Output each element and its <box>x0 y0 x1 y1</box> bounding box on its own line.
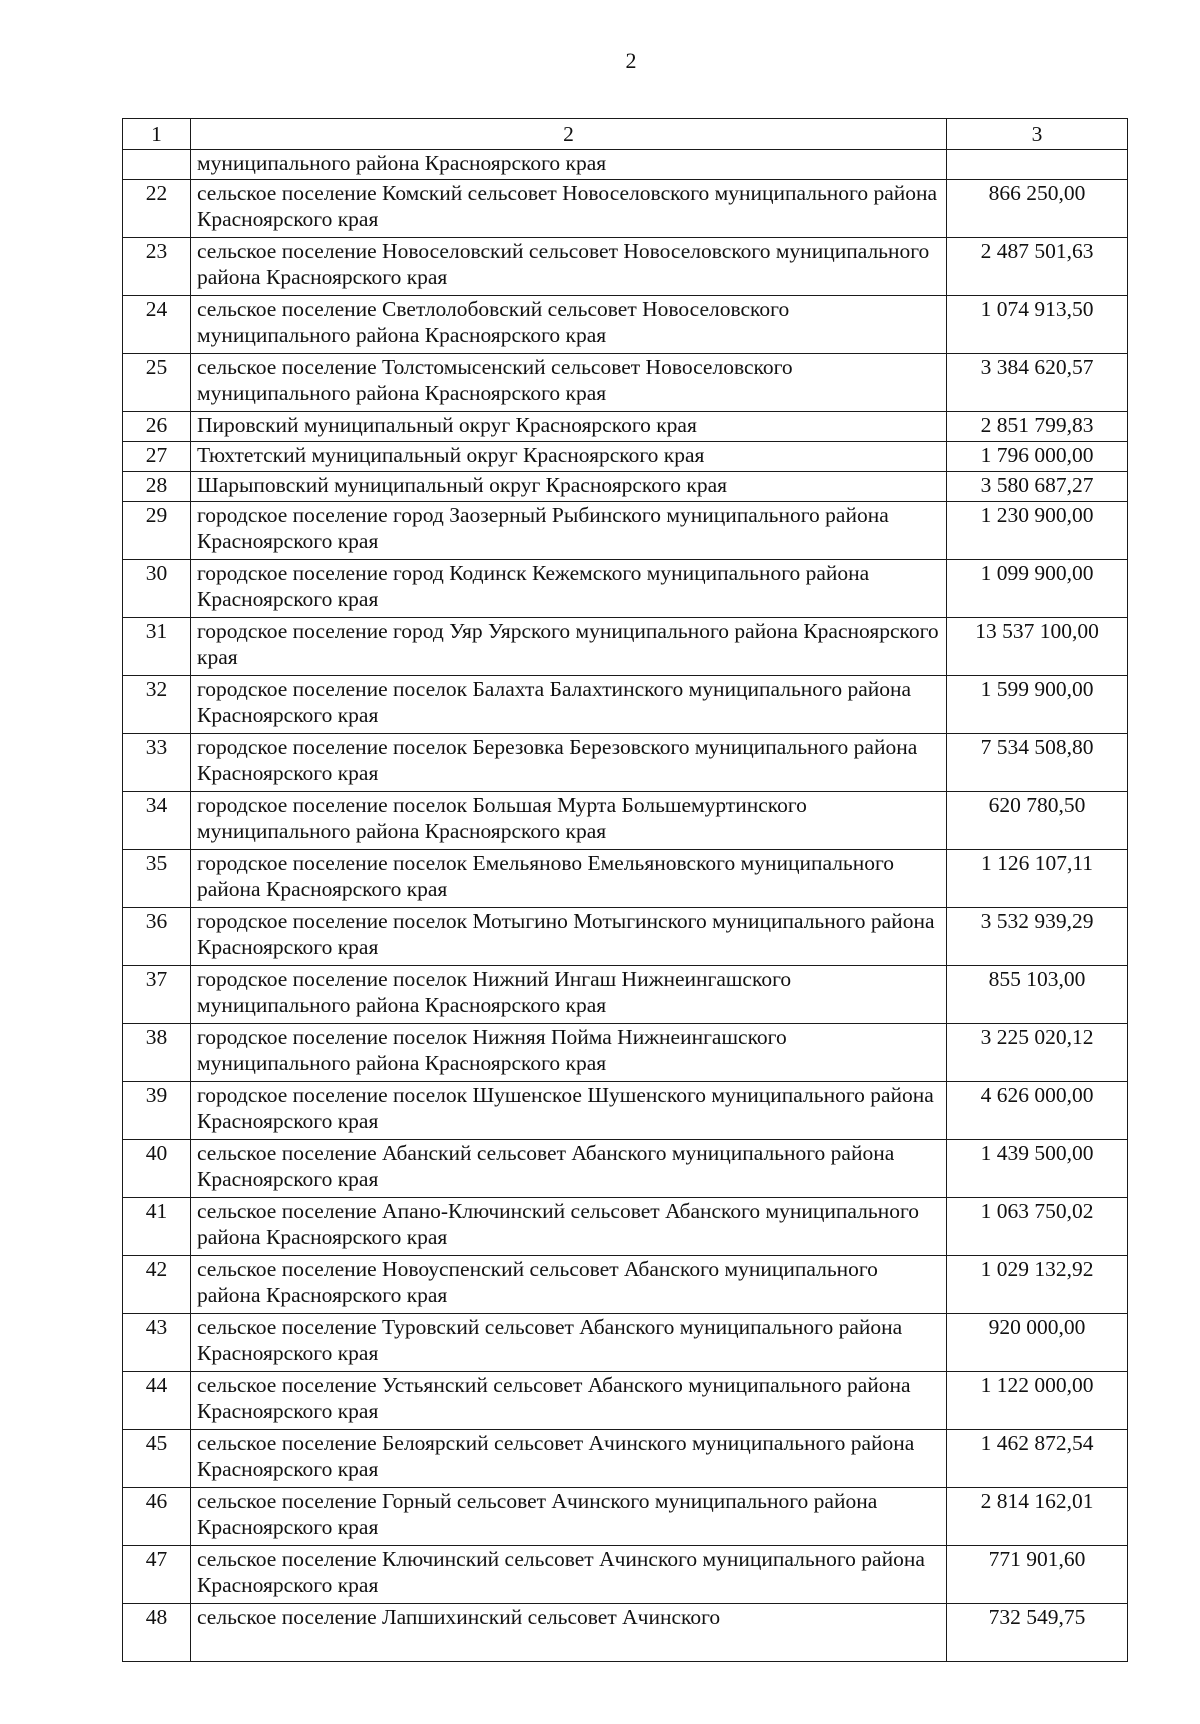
row-amount: 2 814 162,01 <box>947 1488 1128 1546</box>
table-row <box>123 1140 1128 1198</box>
table-row <box>123 1198 1128 1256</box>
row-amount: 1 796 000,00 <box>947 442 1128 472</box>
row-name: сельское поселение Новоселовский сельсовет Новоселовского муниципального района Красноярского края <box>191 238 947 296</box>
row-number: 36 <box>123 908 191 966</box>
table-row <box>123 1256 1128 1314</box>
row-number: 35 <box>123 850 191 908</box>
row-number: 41 <box>123 1198 191 1256</box>
row-name: Пировский муниципальный округ Красноярского края <box>191 412 947 442</box>
row-amount: 1 126 107,11 <box>947 850 1128 908</box>
row-amount: 920 000,00 <box>947 1314 1128 1372</box>
row-amount: 1 439 500,00 <box>947 1140 1128 1198</box>
row-amount: 732 549,75 <box>947 1604 1128 1662</box>
table-row <box>123 472 1128 502</box>
row-number: 46 <box>123 1488 191 1546</box>
row-amount: 3 384 620,57 <box>947 354 1128 412</box>
row-amount: 3 225 020,12 <box>947 1024 1128 1082</box>
row-amount: 1 063 750,02 <box>947 1198 1128 1256</box>
row-number: 32 <box>123 676 191 734</box>
row-number: 43 <box>123 1314 191 1372</box>
table-row <box>123 908 1128 966</box>
row-name: городское поселение поселок Шушенское Шушенского муниципального района Красноярского края <box>191 1082 947 1140</box>
page-number: 2 <box>625 48 637 73</box>
table-row <box>123 354 1128 412</box>
table-row <box>123 676 1128 734</box>
row-number: 48 <box>123 1604 191 1662</box>
table-row <box>123 1082 1128 1140</box>
row-name: городское поселение город Заозерный Рыбинского муниципального района Красноярского края <box>191 502 947 560</box>
row-amount: 1 599 900,00 <box>947 676 1128 734</box>
row-amount: 2 851 799,83 <box>947 412 1128 442</box>
row-name: сельское поселение Лапшихинский сельсовет Ачинского <box>191 1604 947 1662</box>
row-name: муниципального района Красноярского края <box>191 150 947 180</box>
table-row <box>123 1546 1128 1604</box>
header-col-2: 2 <box>191 119 947 150</box>
table-row <box>123 412 1128 442</box>
row-amount: 1 074 913,50 <box>947 296 1128 354</box>
row-name: городское поселение поселок Нижний Ингаш Нижнеингашского муниципального района Красноярского края <box>191 966 947 1024</box>
row-name: городское поселение поселок Большая Мурта Большемуртинского муниципального района Красноярского края <box>191 792 947 850</box>
row-number: 22 <box>123 180 191 238</box>
row-number: 42 <box>123 1256 191 1314</box>
table-row <box>123 734 1128 792</box>
table-row <box>123 1372 1128 1430</box>
row-amount <box>947 150 1128 180</box>
row-number: 25 <box>123 354 191 412</box>
table-row <box>123 238 1128 296</box>
row-amount: 2 487 501,63 <box>947 238 1128 296</box>
table-row <box>123 618 1128 676</box>
row-name: сельское поселение Абанский сельсовет Абанского муниципального района Красноярского края <box>191 1140 947 1198</box>
row-number: 34 <box>123 792 191 850</box>
row-number: 38 <box>123 1024 191 1082</box>
row-name: сельское поселение Горный сельсовет Ачинского муниципального района Красноярского края <box>191 1488 947 1546</box>
row-name: сельское поселение Белоярский сельсовет Ачинского муниципального района Красноярского края <box>191 1430 947 1488</box>
table-row-continuation <box>123 150 1128 180</box>
row-amount: 7 534 508,80 <box>947 734 1128 792</box>
row-name: городское поселение поселок Нижняя Пойма Нижнеингашского муниципального района Красноярского края <box>191 1024 947 1082</box>
row-name: городское поселение город Кодинск Кежемского муниципального района Красноярского края <box>191 560 947 618</box>
row-number: 39 <box>123 1082 191 1140</box>
table-row <box>123 850 1128 908</box>
row-name: Шарыповский муниципальный округ Красноярского края <box>191 472 947 502</box>
row-number <box>123 150 191 180</box>
row-number: 44 <box>123 1372 191 1430</box>
allocation-table <box>122 118 1128 1662</box>
table-row <box>123 1024 1128 1082</box>
row-amount: 1 099 900,00 <box>947 560 1128 618</box>
row-amount: 1 462 872,54 <box>947 1430 1128 1488</box>
row-amount: 1 029 132,92 <box>947 1256 1128 1314</box>
table-row <box>123 1314 1128 1372</box>
row-name: городское поселение поселок Березовка Березовского муниципального района Красноярского края <box>191 734 947 792</box>
table-row <box>123 1604 1128 1662</box>
row-number: 30 <box>123 560 191 618</box>
row-name: сельское поселение Комский сельсовет Новоселовского муниципального района Красноярского края <box>191 180 947 238</box>
row-amount: 3 532 939,29 <box>947 908 1128 966</box>
row-number: 37 <box>123 966 191 1024</box>
table-row <box>123 966 1128 1024</box>
row-number: 28 <box>123 472 191 502</box>
row-amount: 1 122 000,00 <box>947 1372 1128 1430</box>
table-row <box>123 1488 1128 1546</box>
table-row <box>123 180 1128 238</box>
table-row <box>123 296 1128 354</box>
row-name: сельское поселение Туровский сельсовет Абанского муниципального района Красноярского края <box>191 1314 947 1372</box>
row-number: 23 <box>123 238 191 296</box>
row-amount: 1 230 900,00 <box>947 502 1128 560</box>
row-number: 40 <box>123 1140 191 1198</box>
row-name: сельское поселение Толстомысенский сельсовет Новоселовского муниципального района Красноярского края <box>191 354 947 412</box>
row-amount: 866 250,00 <box>947 180 1128 238</box>
row-name: городское поселение поселок Балахта Балахтинского муниципального района Красноярского края <box>191 676 947 734</box>
row-name: Тюхтетский муниципальный округ Красноярского края <box>191 442 947 472</box>
row-amount: 771 901,60 <box>947 1546 1128 1604</box>
row-name: сельское поселение Апано-Ключинский сельсовет Абанского муниципального района Красноярского края <box>191 1198 947 1256</box>
row-amount: 3 580 687,27 <box>947 472 1128 502</box>
row-name: сельское поселение Устьянский сельсовет Абанского муниципального района Красноярского края <box>191 1372 947 1430</box>
row-number: 45 <box>123 1430 191 1488</box>
row-name: городское поселение поселок Емельяново Емельяновского муниципального района Красноярского края <box>191 850 947 908</box>
row-number: 47 <box>123 1546 191 1604</box>
row-number: 26 <box>123 412 191 442</box>
row-number: 31 <box>123 618 191 676</box>
table-row <box>123 560 1128 618</box>
row-number: 29 <box>123 502 191 560</box>
table-row <box>123 1430 1128 1488</box>
table-row <box>123 792 1128 850</box>
row-amount: 855 103,00 <box>947 966 1128 1024</box>
table-header-row <box>123 119 1128 150</box>
row-amount: 4 626 000,00 <box>947 1082 1128 1140</box>
table-row <box>123 502 1128 560</box>
row-number: 33 <box>123 734 191 792</box>
header-col-1: 1 <box>123 119 191 150</box>
row-number: 27 <box>123 442 191 472</box>
table-row <box>123 442 1128 472</box>
row-number: 24 <box>123 296 191 354</box>
row-name: городское поселение поселок Мотыгино Мотыгинского муниципального района Красноярского края <box>191 908 947 966</box>
row-name: сельское поселение Светлолобовский сельсовет Новоселовского муниципального района Красноярского края <box>191 296 947 354</box>
row-amount: 13 537 100,00 <box>947 618 1128 676</box>
row-name: сельское поселение Новоуспенский сельсовет Абанского муниципального района Красноярского края <box>191 1256 947 1314</box>
row-amount: 620 780,50 <box>947 792 1128 850</box>
row-name: городское поселение город Уяр Уярского муниципального района Красноярского края <box>191 618 947 676</box>
row-name: сельское поселение Ключинский сельсовет Ачинского муниципального района Красноярского края <box>191 1546 947 1604</box>
header-col-3: 3 <box>947 119 1128 150</box>
